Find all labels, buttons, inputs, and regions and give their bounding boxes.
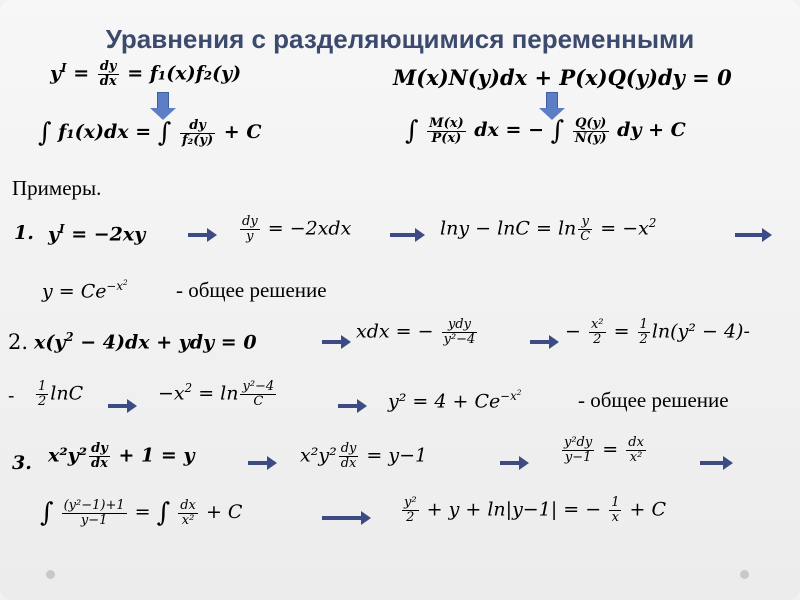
integral-2 — [405, 116, 686, 146]
eq-sign: = — [395, 320, 412, 343]
eq-term: 4 — [434, 390, 447, 413]
denominator: x² — [181, 512, 195, 528]
eq-term: ) — [186, 62, 196, 85]
fraction — [62, 499, 127, 528]
eq-term: −x — [622, 217, 649, 240]
fraction — [626, 436, 646, 465]
numerator: ydy — [442, 318, 478, 333]
eq-term: x — [447, 130, 456, 146]
example-3-number: 3. — [12, 452, 32, 474]
eq-term: dx — [474, 119, 499, 141]
eq-term: y — [48, 223, 60, 246]
eq-term: dx — [124, 331, 150, 354]
numerator: dy — [89, 442, 110, 457]
eq-sign: = — [160, 444, 177, 467]
arrow-icon — [530, 340, 550, 344]
numerator: 1 — [611, 495, 620, 510]
eq-term: ) — [648, 65, 658, 90]
eq-term: C — [227, 501, 243, 523]
arrow-icon — [700, 461, 724, 465]
eq-sign: = — [135, 121, 152, 143]
numerator: 1 — [639, 317, 648, 332]
eq-term: | — [505, 498, 513, 521]
eq-sign: − — [80, 331, 97, 354]
eq-term: y — [183, 444, 195, 467]
equation-1-left — [50, 60, 241, 89]
eq-sign: = — [366, 444, 383, 467]
eq-sign: = — [220, 331, 237, 354]
eq-term: ) — [597, 65, 608, 90]
eq-term — [500, 389, 521, 403]
eq-term: ( — [74, 121, 84, 143]
arrow-icon — [248, 461, 268, 465]
denominator: 2 — [639, 332, 648, 347]
integral-sign: ∫ — [38, 118, 52, 148]
eq-term: C — [246, 121, 262, 143]
eq-term: dx — [104, 121, 129, 143]
arrow-icon — [188, 233, 208, 237]
eq-sign: = — [71, 223, 88, 246]
numerator: 1 — [38, 379, 47, 394]
eq-term: f₂ — [195, 62, 213, 85]
example-1-equation — [48, 222, 145, 245]
eq-term: ydy — [178, 331, 215, 354]
continuation-dash: - — [8, 385, 15, 407]
fraction — [578, 215, 592, 244]
numerator: dy — [340, 441, 357, 456]
eq-term: f₂ — [181, 132, 194, 148]
eq-term: y² — [677, 320, 696, 343]
eq-term: ) — [95, 121, 104, 143]
eq-term: y — [199, 132, 207, 148]
numerator: dx — [180, 497, 196, 513]
integral-sign: ∫ — [405, 116, 419, 146]
eq-term: 2 — [648, 216, 657, 231]
denominator: x — [611, 510, 620, 525]
eq-sign: − — [475, 217, 492, 240]
numerator: dy — [180, 119, 215, 134]
eq-term: y−1 — [388, 444, 428, 467]
eq-term: y — [42, 280, 53, 303]
arrow-icon — [338, 404, 358, 408]
denominator: C — [253, 394, 264, 409]
eq-term: ln — [651, 320, 671, 343]
numerator: y²−4 — [242, 379, 275, 394]
example-1-solution — [42, 278, 128, 302]
eq-term: x²y² — [300, 444, 337, 467]
eq-term: C — [474, 390, 490, 413]
eq-sign: = — [412, 390, 429, 413]
example-3-step-1 — [300, 442, 427, 471]
eq-term: 2 — [123, 278, 128, 287]
eq-term: x — [585, 65, 598, 90]
eq-sign: = — [58, 280, 75, 303]
eq-term: C — [80, 280, 96, 303]
eq-sign: + — [205, 501, 222, 523]
eq-sign: − — [528, 119, 544, 141]
eq-term: y — [635, 65, 649, 90]
arrow-icon — [322, 516, 362, 520]
numerator: dy — [98, 60, 119, 75]
eq-term: y — [592, 115, 601, 131]
eq-term: I — [61, 61, 67, 76]
fraction — [402, 496, 419, 525]
numerator: dx — [628, 435, 644, 450]
eq-sign: = — [134, 501, 151, 523]
general-solution-label: - общее решение — [578, 388, 729, 412]
eq-term: x — [34, 331, 46, 354]
eq-sign: − — [585, 498, 602, 521]
fraction — [36, 380, 48, 409]
numerator: y² — [404, 495, 417, 510]
numerator: y²dy — [564, 435, 593, 450]
eq-term: dx — [366, 320, 390, 343]
example-2-step-2: − $\frac{\text{x²}}{2}$ = $\frac{1}{2}$ ln(y² − 4)- — [565, 317, 750, 347]
fraction — [178, 499, 198, 528]
eq-term: 2 — [65, 330, 74, 344]
example-1-step-1 — [238, 215, 351, 244]
example-1-step-2 — [440, 215, 656, 244]
eq-term: y — [448, 498, 460, 521]
integral-sign: ∫ — [40, 498, 54, 528]
down-arrow-icon — [157, 92, 169, 110]
example-2-equation: $x(y^2 - 4)dx$ + ydy = 0 — [34, 330, 257, 354]
numerator: y — [578, 215, 592, 230]
arrow-icon — [500, 461, 520, 465]
fraction — [638, 318, 650, 347]
numerator: x² — [590, 317, 604, 332]
eq-term: P — [559, 65, 576, 90]
fraction — [427, 117, 465, 146]
eq-term: y — [477, 65, 490, 90]
eq-sign: = — [127, 62, 144, 85]
eq-sign: + — [426, 498, 443, 521]
arrow-icon — [735, 233, 763, 237]
eq-term: N — [448, 65, 468, 90]
eq-sign: = — [600, 217, 617, 240]
example-2-step-1 — [356, 318, 479, 347]
example-2-solution — [388, 388, 521, 412]
eq-term: ( — [467, 65, 478, 90]
eq-sign: = — [73, 62, 90, 85]
eq-term: x²y² — [48, 444, 88, 467]
fraction — [562, 436, 594, 465]
numerator: Q(y) — [573, 117, 609, 132]
eq-term: y² — [388, 390, 407, 413]
eq-term: −x — [106, 278, 124, 293]
denominator: x² — [629, 450, 643, 465]
eq-term: −x — [158, 382, 185, 405]
eq-sign: + — [452, 390, 469, 413]
eq-sign: = — [613, 320, 630, 343]
eq-term: M — [429, 115, 444, 131]
denominator: P(x) — [431, 130, 462, 146]
eq-term: x — [317, 217, 329, 240]
eq-term: I — [59, 222, 65, 236]
eq-term: ln — [487, 498, 506, 521]
eq-sign: + — [465, 498, 482, 521]
eq-sign: + — [118, 444, 135, 467]
example-2-step-4 — [158, 380, 278, 409]
integral-sign: ∫ — [156, 498, 171, 528]
eq-term: ln — [557, 217, 577, 240]
fraction — [240, 380, 276, 409]
fraction — [573, 117, 609, 146]
eq-term: C — [670, 119, 686, 141]
eq-term: 0 — [243, 331, 257, 354]
example-3-solution — [400, 496, 666, 525]
denominator: y — [246, 229, 254, 244]
example-3-step-3 — [40, 498, 242, 528]
eq-term: ( — [575, 65, 586, 90]
eq-term: ( — [625, 65, 636, 90]
eq-term: ) — [490, 65, 500, 90]
integral-1 — [38, 118, 261, 148]
example-3-step-2 — [560, 436, 648, 465]
denominator: y²−4 — [443, 332, 476, 347]
eq-term: x — [175, 62, 187, 85]
eq-sign: = — [692, 65, 710, 90]
eq-term: f₁ — [149, 62, 167, 85]
denominator: f₂(y) — [181, 132, 214, 148]
denominator: y−1 — [80, 512, 108, 528]
denominator: 2 — [38, 394, 47, 409]
example-2-step-3 — [34, 380, 83, 409]
eq-term: 4 — [102, 331, 116, 354]
eq-term: 4 — [723, 320, 737, 343]
eq-term: f₁ — [58, 121, 75, 143]
corner-dot — [46, 570, 55, 579]
eq-term: dy — [657, 65, 685, 90]
eq-term: dx — [328, 217, 352, 240]
eq-term: y−1 — [512, 498, 551, 521]
eq-term: lnC — [497, 217, 530, 240]
eq-sign: = — [198, 382, 215, 405]
denominator: y−1 — [564, 450, 592, 465]
eq-term: ) — [232, 62, 242, 85]
denominator: N(y) — [574, 130, 607, 146]
eq-term: x — [83, 121, 95, 143]
eq-term: ) — [438, 65, 449, 90]
eq-sign: + — [223, 121, 240, 143]
eq-sign: = — [535, 217, 552, 240]
denominator: 2 — [593, 332, 602, 347]
eq-sign: = — [563, 498, 580, 521]
eq-term — [107, 279, 128, 293]
down-arrow-icon — [546, 92, 558, 110]
eq-sign: − — [565, 320, 581, 343]
eq-term: −x — [500, 388, 517, 403]
eq-term: | — [550, 498, 558, 521]
examples-label: Примеры. — [12, 176, 102, 200]
eq-term: 2 — [305, 217, 318, 240]
eq-term: x — [122, 223, 135, 246]
eq-term: lny — [440, 217, 470, 240]
eq-sign: − — [93, 223, 110, 246]
eq-sign: = — [267, 217, 284, 240]
eq-sign: = — [505, 119, 522, 141]
eq-term: Q — [575, 115, 587, 131]
fraction — [442, 318, 478, 347]
eq-term: P — [431, 130, 442, 146]
eq-term: e — [489, 390, 501, 413]
fraction — [180, 119, 215, 148]
eq-sign: = — [602, 438, 619, 461]
denominator: 2 — [406, 510, 415, 525]
arrow-icon — [322, 340, 342, 344]
eq-term: y — [592, 130, 601, 146]
integral-sign: ∫ — [157, 118, 172, 148]
example-3-equation — [48, 442, 194, 471]
equation-2-left — [393, 65, 732, 90]
numerator: dy — [242, 214, 258, 229]
eq-term: 0 — [717, 65, 732, 90]
fraction — [609, 496, 621, 525]
arrow-icon — [390, 233, 416, 237]
denominator: C — [580, 229, 591, 244]
eq-term: x — [426, 65, 439, 90]
eq-sign: + — [534, 65, 553, 90]
fraction — [589, 318, 606, 347]
denominator: dx — [340, 456, 357, 471]
arrow-icon — [108, 404, 128, 408]
eq-term: 2 — [184, 381, 193, 396]
eq-term: Q — [607, 65, 626, 90]
eq-term: y — [50, 62, 62, 85]
eq-term: ( — [416, 65, 427, 90]
slide-title: Уравнения с разделяющимися переменными — [105, 24, 695, 54]
eq-term: x — [356, 320, 367, 343]
eq-term: ( — [166, 62, 176, 85]
eq-term: lnC — [50, 382, 84, 405]
eq-term: N — [574, 130, 587, 146]
fraction — [98, 60, 119, 89]
eq-sign: − — [289, 217, 306, 240]
eq-sign: − — [701, 320, 718, 343]
eq-term: 2 — [109, 223, 123, 246]
example-2-number: 2. — [8, 330, 29, 354]
fraction — [339, 442, 359, 471]
fraction — [89, 442, 110, 471]
numerator: M(x) — [429, 115, 464, 131]
eq-term: y — [54, 331, 66, 354]
denominator: dx — [91, 456, 108, 471]
eq-sign: + — [156, 331, 173, 354]
eq-term: 1 — [141, 444, 155, 467]
example-1-number: 1. — [14, 222, 34, 244]
eq-term: ( — [212, 62, 222, 85]
numerator: (y²−1)+1 — [63, 497, 125, 513]
eq-term: dy — [617, 119, 642, 141]
eq-sign: + — [648, 119, 665, 141]
eq-term: x — [449, 115, 458, 131]
eq-sign: − — [417, 320, 434, 343]
eq-sign: + — [629, 498, 646, 521]
corner-dot — [740, 570, 749, 579]
eq-term: y — [134, 223, 146, 246]
integral-sign: ∫ — [550, 116, 565, 146]
eq-term: ln — [220, 382, 239, 405]
eq-term: 2 — [516, 388, 522, 397]
general-solution-label: - общее решение — [176, 278, 327, 302]
eq-term: C — [651, 498, 667, 521]
fraction — [240, 215, 260, 244]
denominator: dx — [99, 74, 117, 89]
eq-term: dx — [499, 65, 528, 90]
eq-term: e — [95, 280, 107, 303]
eq-term: M — [393, 65, 417, 90]
eq-term: y — [221, 62, 233, 85]
